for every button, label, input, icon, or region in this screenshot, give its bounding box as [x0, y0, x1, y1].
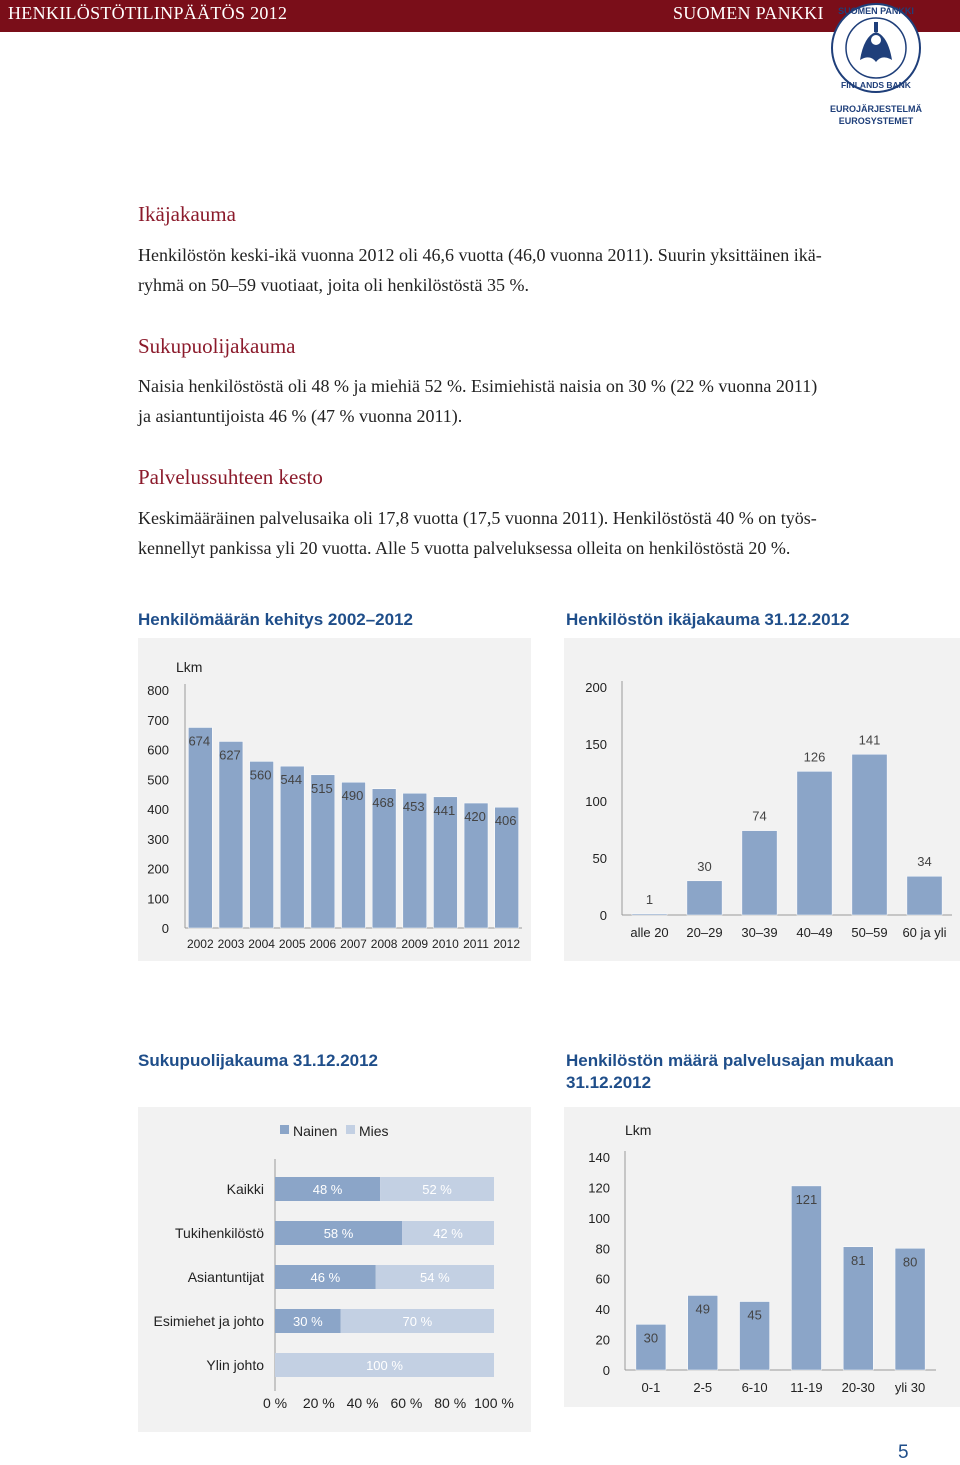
data-label: 490: [341, 788, 364, 804]
bar: [280, 766, 304, 928]
bar: [852, 754, 887, 915]
x-tick-label: 2007: [340, 937, 367, 951]
bar: [907, 876, 942, 915]
y-tick-label: 600: [147, 742, 169, 758]
y-tick-label: 150: [585, 737, 607, 752]
logo-text-top: SUOMEN PANKKI: [838, 6, 914, 16]
data-label: 81: [851, 1252, 866, 1268]
data-label: 1: [645, 891, 654, 907]
chart-panel-gender: [138, 1107, 531, 1432]
data-label: 58 %: [323, 1226, 354, 1241]
chart-title-service: [566, 1050, 894, 1094]
data-label: 54 %: [420, 1270, 450, 1285]
data-label: 441: [433, 802, 456, 818]
y-tick-label: 300: [147, 831, 169, 847]
x-tick-label: alle 20: [630, 925, 669, 940]
legend-label: Nainen: [293, 1123, 338, 1139]
bar: [632, 914, 667, 915]
x-tick-label: 100 %: [474, 1395, 514, 1411]
data-label: 560: [249, 767, 272, 783]
chart-gender: [138, 1107, 531, 1432]
x-tick-label: 80 %: [434, 1395, 467, 1411]
x-tick-label: 0-1: [641, 1380, 661, 1395]
x-tick-label: 30–39: [741, 925, 778, 940]
chart-panel-service: [564, 1107, 960, 1407]
data-label: 70 %: [402, 1314, 433, 1329]
bar: [311, 775, 335, 928]
legend-swatch: [280, 1125, 289, 1134]
bar: [219, 741, 243, 928]
bar: [342, 782, 366, 928]
x-tick-label: yli 30: [894, 1380, 926, 1395]
text-line: kennellyt pankissa yli 20 vuotta. Alle 5 vuotta palveluksessa olleita on henkilöstöstä 20 %.: [138, 538, 791, 558]
logo-eurosystem-fi: EUROJÄRJESTELMÄ: [830, 104, 922, 114]
y-tick-label: 100: [147, 891, 169, 907]
bar: [687, 881, 722, 915]
data-label: 627: [219, 747, 241, 763]
category-label: Esimiehet ja johto: [153, 1313, 264, 1329]
data-label: 141: [858, 732, 881, 748]
chart-title-headcount: Henkilömäärän kehitys 2002–2012: [138, 610, 414, 629]
data-label: 453: [402, 799, 425, 815]
x-tick-label: 2006: [309, 937, 337, 951]
x-tick-label: 40–49: [796, 925, 833, 940]
text-line: Keskimääräinen palvelusaika oli 17,8 vuotta (17,5 vuonna 2011). Henkilöstöstä 40 % on työs-: [138, 508, 817, 528]
bank-logo: [830, 0, 922, 128]
data-label: 515: [311, 780, 333, 796]
x-tick-label: 60 ja yli: [902, 925, 947, 940]
y-tick-label: 0: [599, 908, 607, 923]
x-tick-label: 2005: [278, 937, 306, 951]
category-label: Tukihenkilöstö: [175, 1225, 264, 1241]
bar: [188, 727, 212, 928]
y-tick-label: 500: [147, 772, 169, 788]
y-tick-label: 140: [588, 1150, 610, 1165]
data-label: 420: [464, 809, 486, 825]
x-tick-label: 60 %: [390, 1395, 423, 1411]
y-tick-label: 100: [588, 1210, 610, 1226]
y-tick-label: 40: [595, 1302, 610, 1318]
chart-title-gender: Sukupuolijakauma 31.12.2012: [138, 1051, 379, 1070]
data-label: 30: [643, 1330, 659, 1346]
category-label: Kaikki: [226, 1181, 264, 1197]
page-number: 5: [898, 1442, 909, 1463]
chart-title-line: Henkilöstön määrä palvelusajan mukaan: [566, 1051, 894, 1070]
section-text-service: [138, 503, 928, 563]
data-label: 45: [747, 1307, 762, 1323]
x-tick-label: 2008: [370, 937, 398, 951]
data-label: 406: [494, 813, 517, 829]
x-tick-label: 20-30: [841, 1380, 875, 1395]
section-title-age: Ikäjakauma: [138, 202, 236, 226]
x-tick-label: 50–59: [851, 925, 888, 940]
section-title-service: Palvelussuhteen kesto: [138, 465, 323, 489]
y-tick-label: 0: [161, 921, 169, 936]
y-axis-label: Lkm: [176, 659, 203, 675]
data-label: 468: [372, 794, 394, 810]
data-label: 46 %: [310, 1270, 341, 1285]
data-label: 34: [917, 854, 932, 870]
x-tick-label: 6-10: [741, 1380, 768, 1395]
x-tick-label: 20–29: [686, 925, 723, 940]
x-tick-label: 2010: [432, 937, 459, 951]
x-tick-label: 2003: [217, 937, 245, 951]
data-label: 30: [697, 858, 712, 874]
section-title-gender: Sukupuolijakauma: [138, 334, 296, 358]
x-tick-label: 2012: [493, 937, 521, 951]
data-label: 48 %: [312, 1182, 343, 1197]
header-title: HENKILÖSTÖTILINPÄÄTÖS 2012: [8, 3, 288, 23]
x-tick-label: 2002: [186, 937, 214, 951]
chart-panel-headcount: [138, 638, 531, 961]
section-text-gender: [138, 371, 928, 431]
y-tick-label: 700: [147, 712, 169, 728]
y-tick-label: 200: [585, 680, 607, 695]
data-label: 544: [280, 772, 303, 788]
chart-age: [564, 638, 960, 961]
x-tick-label: 2004: [248, 937, 275, 951]
data-label: 674: [188, 733, 211, 749]
legend-label: Mies: [359, 1123, 389, 1139]
bar: [742, 831, 777, 915]
logo-text-bottom: FINLANDS BANK: [841, 80, 911, 90]
header-bar: [0, 0, 960, 32]
text-line: Henkilöstön keski-ikä vuonna 2012 oli 46,6 vuotta (46,0 vuonna 2011). Suurin yksittäinen ikä-: [138, 245, 822, 265]
x-tick-label: 0 %: [262, 1395, 288, 1411]
chart-service: [564, 1107, 960, 1407]
logo-eurosystem-sv: EUROSYSTEMET: [838, 116, 914, 126]
x-tick-label: 2-5: [693, 1380, 713, 1395]
chart-panel-age: [564, 638, 960, 961]
data-label: 121: [795, 1191, 818, 1207]
x-tick-label: 11-19: [790, 1380, 823, 1395]
category-label: Ylin johto: [206, 1357, 264, 1373]
data-label: 80: [902, 1254, 918, 1270]
y-tick-label: 0: [602, 1363, 610, 1378]
data-label: 52 %: [422, 1182, 452, 1197]
data-label: 74: [752, 808, 767, 824]
text-line: Naisia henkilöstöstä oli 48 % ja miehiä 52 %. Esimiehistä naisia on 30 % (22 % vuonna 2011): [138, 376, 818, 396]
y-tick-label: 60: [595, 1271, 610, 1287]
x-tick-label: 2009: [401, 937, 429, 951]
data-label: 100 %: [366, 1358, 403, 1373]
y-tick-label: 100: [585, 794, 607, 809]
bar: [797, 771, 832, 915]
data-label: 42 %: [433, 1226, 463, 1241]
text-line: ryhmä on 50–59 vuotiaat, joita oli henkilöstöstä 35 %.: [138, 275, 529, 295]
chart-headcount: [138, 638, 531, 961]
y-tick-label: 400: [147, 802, 169, 817]
y-tick-label: 20: [595, 1332, 610, 1348]
category-label: Asiantuntijat: [187, 1269, 264, 1285]
bar: [791, 1186, 821, 1370]
header-bank-name: SUOMEN PANKKI: [673, 3, 824, 23]
text-line: ja asiantuntijoista 46 % (47 % vuonna 2011).: [138, 406, 463, 426]
legend-swatch: [346, 1125, 355, 1134]
section-text-age: [138, 240, 928, 300]
data-label: 126: [803, 749, 826, 765]
x-tick-label: 2011: [463, 937, 489, 951]
bar: [250, 761, 274, 928]
chart-title-age: Henkilöstön ikäjakauma 31.12.2012: [566, 610, 850, 629]
y-tick-label: 80: [595, 1241, 610, 1257]
data-label: 30 %: [293, 1314, 323, 1329]
x-tick-label: 20 %: [302, 1395, 335, 1411]
y-tick-label: 800: [147, 683, 169, 698]
y-axis-label: Lkm: [625, 1122, 652, 1138]
y-tick-label: 50: [592, 851, 607, 866]
x-tick-label: 40 %: [346, 1395, 379, 1411]
y-tick-label: 120: [588, 1180, 610, 1196]
data-label: 49: [695, 1301, 710, 1317]
chart-title-line: 31.12.2012: [566, 1073, 652, 1092]
y-tick-label: 200: [147, 861, 169, 877]
